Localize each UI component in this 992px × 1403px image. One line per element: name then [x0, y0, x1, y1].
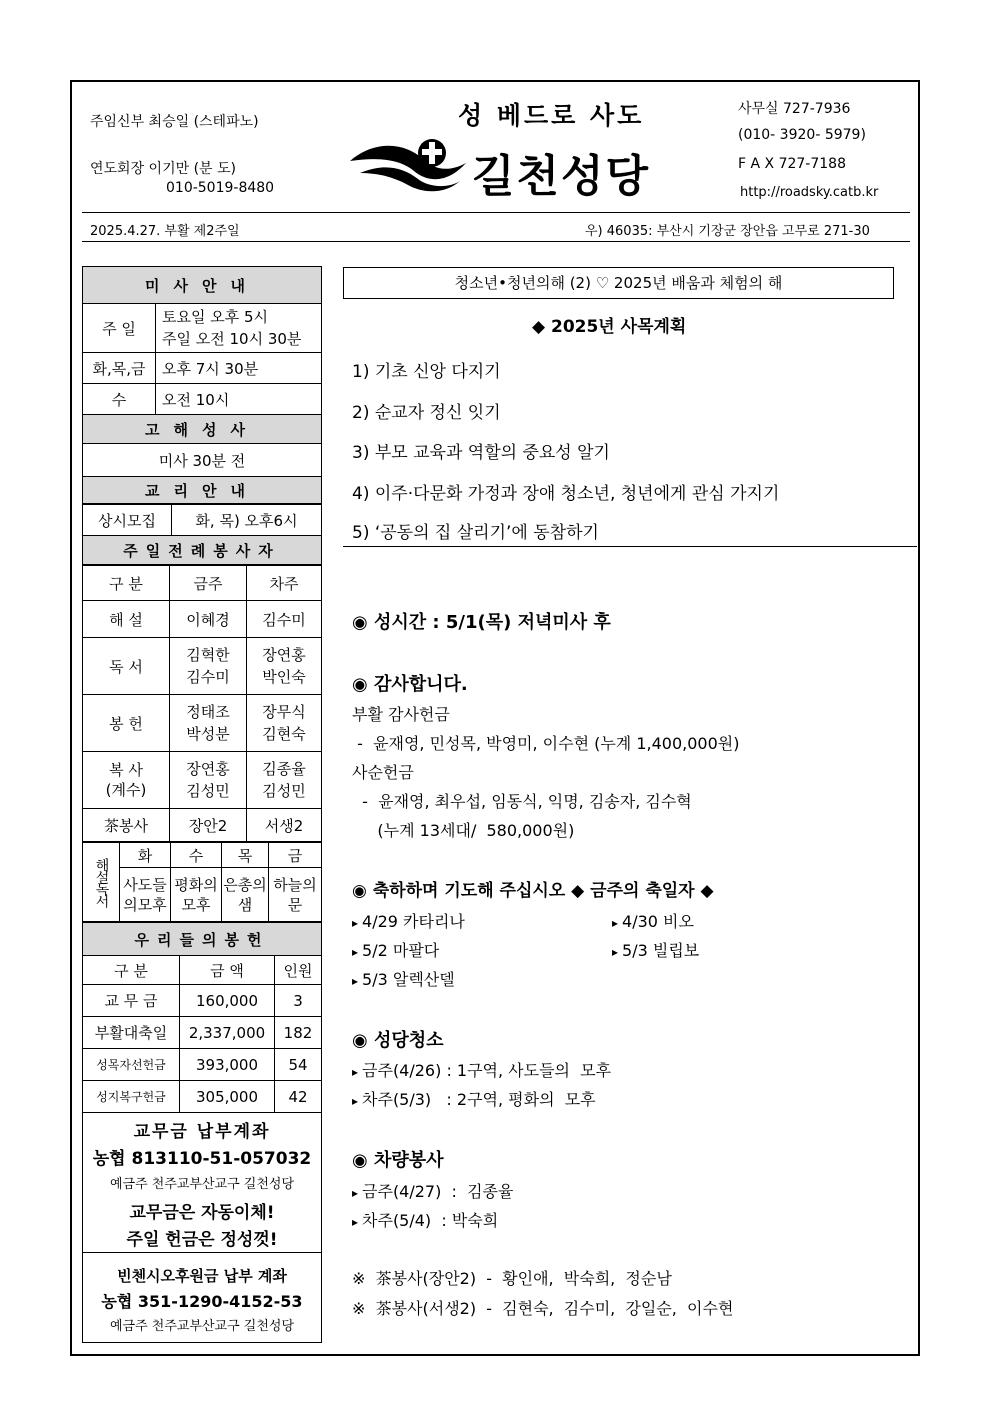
server-role: 독 서: [83, 638, 170, 695]
catechism-table: [82, 504, 322, 565]
thanks-line: - 윤재영, 민성목, 박영미, 이수현 (누계 1,400,000원): [352, 734, 740, 753]
offering-amount: 305,000: [180, 1081, 275, 1113]
weekday-servers-table: [82, 842, 322, 922]
tea-service: ※ 茶봉사(장안2) - 황인애, 박숙희, 정순남: [352, 1269, 672, 1288]
thanks-title: ◉ 감사합니다.: [352, 674, 468, 695]
vincent-account-number: 농협 351-1290-4152-53: [101, 1292, 303, 1311]
vincent-account-box: [82, 1253, 322, 1343]
server-this: 장안2: [170, 809, 247, 842]
confession-value: 미사 30분 전: [83, 444, 322, 477]
server-next: 장연홍: [262, 646, 306, 664]
plan-item: 4) 이주·다문화 가정과 장애 청소년, 청년에게 관심 가지기: [352, 484, 780, 504]
server-next: 김종율: [262, 760, 306, 778]
year-theme: 청소년•청년의해 (2) ♡ 2025년 배움과 체험의 해: [343, 267, 894, 299]
server-next: 서생2: [247, 809, 322, 842]
offering-amount: 2,337,000: [180, 1017, 275, 1049]
website-link[interactable]: http://roadsky.catb.kr: [740, 185, 879, 200]
weekday-group: 평화의모후: [171, 868, 222, 922]
car-item: ▸ 금주(4/27) : 김종율: [352, 1179, 513, 1202]
server-next: 박인숙: [262, 668, 306, 686]
server-this: 김성민: [186, 782, 230, 800]
weekday: 화: [120, 843, 171, 868]
section-divider: [343, 546, 917, 547]
offering-amount: 160,000: [180, 985, 275, 1017]
server-next: 장무식: [262, 703, 306, 721]
server-this: 박성분: [186, 725, 230, 743]
address: 우) 46035: 부산시 기장군 장안읍 고무로 271-30: [585, 224, 870, 239]
catechism-value: 화, 목) 오후6시: [172, 505, 322, 536]
header-divider: [82, 212, 910, 213]
mass-table: [82, 266, 322, 504]
feast-title: ◉ 축하하며 기도해 주십시오 ◆ 금주의 축일자 ◆: [352, 881, 714, 901]
tea-service: ※ 茶봉사(서생2) - 김현숙, 김수미, 강일순, 이수현: [352, 1299, 734, 1318]
servers-col-next: 차주: [247, 566, 322, 601]
offering-col-count: 인원: [275, 956, 322, 985]
offering-name: 성목자선헌금: [83, 1049, 180, 1081]
server-this: 장연홍: [186, 760, 230, 778]
server-next: 김성민: [262, 782, 306, 800]
server-this: 김수미: [186, 668, 230, 686]
server-role: 봉 헌: [83, 695, 170, 752]
weekday: 목: [222, 843, 269, 868]
car-item: ▸ 차주(5/4) : 박숙희: [352, 1208, 498, 1231]
wed-label: 수: [83, 384, 156, 415]
cleaning-item: ▸ 차주(5/3) : 2구역, 평화의 모후: [352, 1087, 596, 1110]
fax: F A X 727-7188: [738, 156, 846, 172]
offering-name: 성지복구헌금: [83, 1081, 180, 1113]
server-role: 해 설: [83, 601, 170, 638]
offering-table: [82, 922, 322, 1113]
weekday-servers-label: 해설독서: [83, 843, 120, 922]
server-next: 김현숙: [262, 725, 306, 743]
car-title: ◉ 차량봉사: [352, 1150, 444, 1171]
offering-count: 42: [275, 1081, 322, 1113]
offering-heading: 우리들의봉헌: [83, 923, 322, 956]
left-column: [82, 266, 322, 1343]
pastor: 주임신부 최승일 (스테파노): [90, 114, 259, 130]
sunday-time-1: 토요일 오후 5시: [162, 308, 269, 326]
sunday-time-2: 주일 오전 10시 30분: [162, 330, 302, 348]
server-role: 복 사 (계수): [83, 752, 170, 809]
server-next: 김수미: [247, 601, 322, 638]
holy-hour: ◉ 성시간 : 5/1(목) 저녁미사 후: [352, 612, 611, 633]
thanks-line: - 윤재영, 최우섭, 임동식, 익명, 김송자, 김수혁: [352, 792, 692, 811]
thanks-line: 사순헌금: [352, 763, 414, 782]
servers-table: [82, 565, 322, 842]
catechism-label: 상시모집: [83, 505, 172, 536]
offering-col-name: 구 분: [83, 956, 180, 985]
catechism-heading: 교리안내: [83, 477, 322, 504]
feast-item: ▸ 5/2 마팔다: [352, 938, 439, 961]
server-this: 정태조: [186, 703, 230, 721]
vincent-account-holder: 예금주 천주교부산교구 길천성당: [109, 1319, 295, 1334]
cleaning-item: ▸ 금주(4/26) : 1구역, 사도들의 모후: [352, 1058, 611, 1081]
plan-item: 3) 부모 교육과 역할의 중요성 알기: [352, 443, 610, 463]
server-this: 김혁한: [186, 646, 230, 664]
dues-account-title: 교무금 납부계좌: [133, 1122, 271, 1142]
council-phone: 010-5019-8480: [166, 180, 275, 196]
dues-account-box: [82, 1113, 322, 1253]
title-top: 성 베드로 사도: [458, 101, 645, 130]
vincent-account-title: 빈첸시오후원금 납부 계좌: [117, 1267, 287, 1285]
mass-heading: 미사안내: [83, 267, 322, 304]
office-phone: 사무실 727-7936: [738, 101, 851, 117]
dues-account-number: 농협 813110-51-057032: [92, 1149, 312, 1169]
thanks-line: (누계 13세대/ 580,000원): [352, 821, 575, 840]
wed-time: 오전 10시: [156, 384, 322, 415]
feast-item: ▸ 4/30 비오: [612, 909, 694, 932]
feast-item: ▸ 5/3 빌립보: [612, 938, 699, 961]
offering-count: 54: [275, 1049, 322, 1081]
servers-heading: 주일전례봉사자: [83, 536, 322, 565]
sunday-label: 주 일: [83, 304, 156, 353]
weekday-time: 오후 7시 30분: [156, 353, 322, 384]
feast-item: ▸ 5/3 알렉산델: [352, 967, 455, 990]
confession-heading: 고해성사: [83, 415, 322, 444]
offering-col-amount: 금 액: [180, 956, 275, 985]
mobile-phone: (010- 3920- 5979): [738, 127, 866, 143]
servers-col-role: 구 분: [83, 566, 170, 601]
title-main: 길천성당: [472, 151, 651, 202]
date-line: 2025.4.27. 부활 제2주일: [90, 224, 240, 239]
header-divider-2: [82, 241, 910, 242]
plan-item: 1) 기초 신앙 다지기: [352, 362, 501, 382]
weekday: 수: [171, 843, 222, 868]
server-role: 茶봉사: [83, 809, 170, 842]
dues-note-1: 교무금은 자동이체!: [129, 1203, 275, 1223]
offering-name: 부활대축일: [83, 1017, 180, 1049]
plan-title: ◆ 2025년 사목계획: [532, 317, 687, 337]
offering-count: 3: [275, 985, 322, 1017]
offering-amount: 393,000: [180, 1049, 275, 1081]
plan-item: 5) ‘공동의 집 살리기’에 동참하기: [352, 523, 599, 543]
offering-name: 교 무 금: [83, 985, 180, 1017]
cleaning-title: ◉ 성당청소: [352, 1030, 444, 1051]
weekday-group: 은총의샘: [222, 868, 269, 922]
servers-col-this: 금주: [170, 566, 247, 601]
weekday: 금: [269, 843, 322, 868]
dues-note-2: 주일 헌금은 정성껏!: [126, 1230, 278, 1250]
council-president: 연도회장 이기만 (분 도): [90, 161, 236, 177]
plan-item: 2) 순교자 정신 잇기: [352, 403, 501, 423]
server-this: 이혜경: [170, 601, 247, 638]
dues-account-holder: 예금주 천주교부산교구 길천성당: [109, 1177, 295, 1192]
weekday-group: 사도들의모후: [120, 868, 171, 922]
feast-item: ▸ 4/29 카타리나: [352, 909, 465, 932]
thanks-line: 부활 감사헌금: [352, 705, 450, 724]
weekday-label: 화,목,금: [83, 353, 156, 384]
church-logo-icon: [348, 133, 468, 193]
offering-count: 182: [275, 1017, 322, 1049]
weekday-group: 하늘의문: [269, 868, 322, 922]
